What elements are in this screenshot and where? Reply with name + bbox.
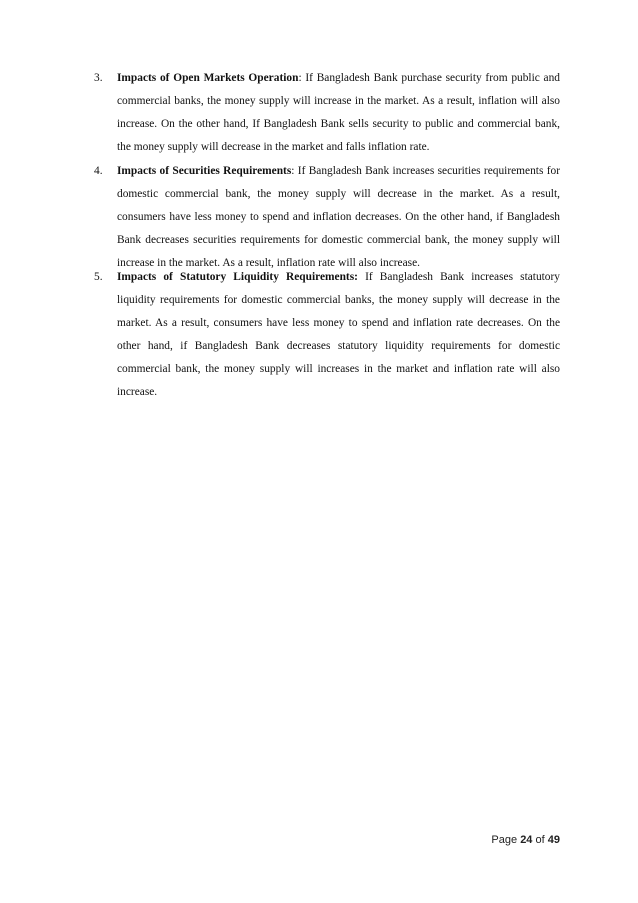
page-number: 24 xyxy=(520,834,533,846)
list-item-text: If Bangladesh Bank purchase security from public and commercial banks, the money supply will increase in the market. As a result, inflation will also increase. On the other hand, If Bangladesh Bank sells security to public and commercial bank, the money supply will decrease in the market and falls inflation rate. xyxy=(117,72,560,153)
list-item-text: If Bangladesh Bank increases securities requirements for domestic commercial bank, the money supply will decrease in the market. As a result, consumers have less money to spend and inflation decreases. On the other hand, if Bangladesh Bank decreases securities requirements for domestic commercial bank, the money supply will increase in the market. As a result, inflation rate will also increase. xyxy=(117,165,560,269)
of-label: of xyxy=(535,834,545,846)
list-item-statutory-liquidity-requirements xyxy=(94,266,560,404)
page-footer xyxy=(0,834,560,846)
list-item-title: Impacts of Statutory Liquidity Requirements: xyxy=(117,271,358,283)
list-item-number: 5. xyxy=(94,271,103,283)
list-item-text: If Bangladesh Bank increases statutory liquidity requirements for domestic commercial banks, the money supply will decrease in the market. As a result, consumers have less money to spend and inflation rate decreases. On the other hand, if Bangladesh Bank decreases statutory liquidity requirements for domestic commercial bank, the money supply will increases in the market and inflation rate will also increase. xyxy=(117,271,560,398)
list-item-title: Impacts of Securities Requirements xyxy=(117,165,292,177)
list-item-body xyxy=(117,160,560,275)
total-pages: 49 xyxy=(547,834,560,846)
list-item-number: 3. xyxy=(94,72,103,84)
list-item-body xyxy=(117,266,560,404)
list-item-body xyxy=(117,67,560,159)
list-item-separator: : xyxy=(291,165,295,177)
list-item-number: 4. xyxy=(94,165,103,177)
list-item-title: Impacts of Open Markets Operation xyxy=(117,72,299,84)
list-item-securities-requirements xyxy=(94,160,560,275)
list-item-separator: : xyxy=(298,72,302,84)
list-item-open-markets-operation xyxy=(94,67,560,159)
page-label: Page xyxy=(491,834,518,846)
